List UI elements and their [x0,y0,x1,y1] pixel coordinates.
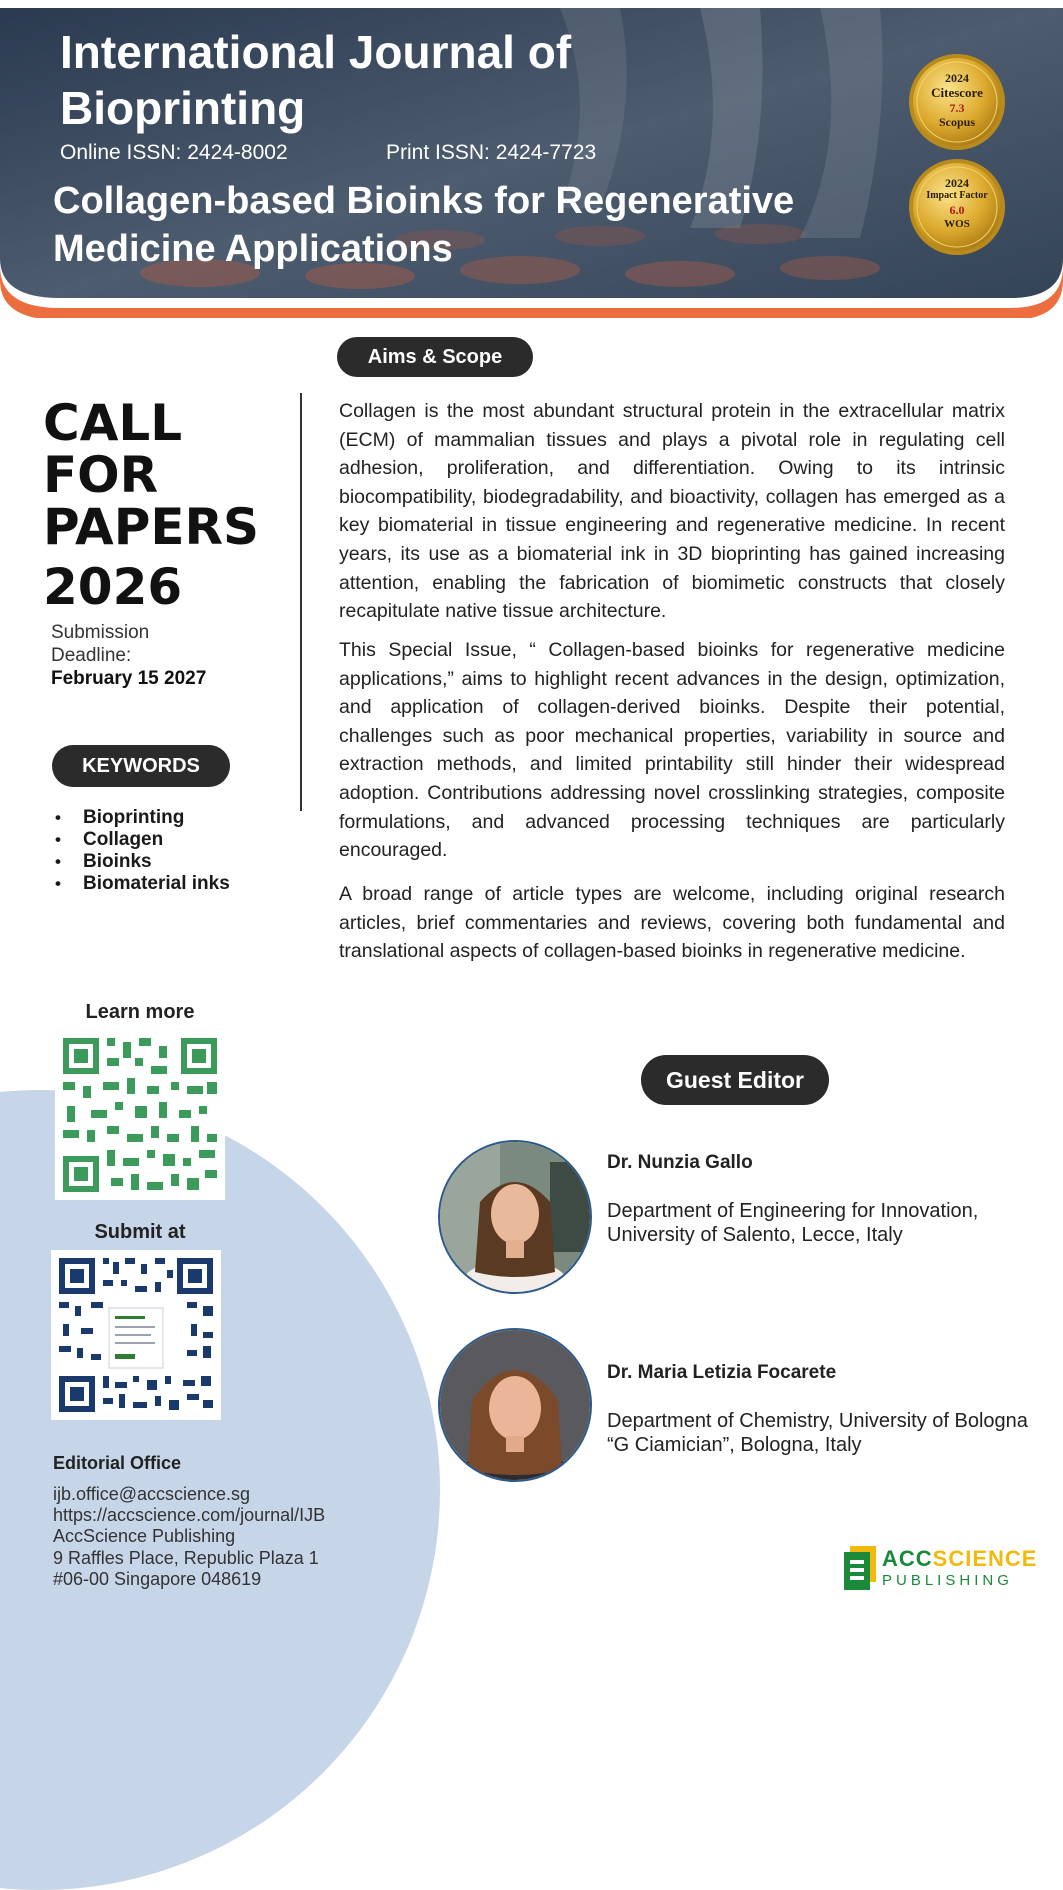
keyword-item: • Biomaterial inks [55,873,230,895]
office-url[interactable]: https://accscience.com/journal/IJB [53,1505,326,1525]
editor-photo-1 [438,1140,592,1294]
office-email[interactable]: ijb.office@accscience.sg [53,1484,251,1504]
keyword-item: • Collagen [55,829,230,851]
submit-at-label: Submit at [94,1221,186,1243]
guest-editor-label: Guest Editor [641,1055,829,1105]
submit-qr[interactable] [51,1250,221,1420]
office-address-1: 9 Raffles Place, Republic Plaza 1 [53,1548,319,1568]
header-banner [0,8,1063,318]
aims-paragraph-1: Collagen is the most abundant structural protein in the extracellular matrix (ECM) of mammalian tissues and plays a pivotal role in regulating cell adhesion, proliferation, and differentiation. Owing to its intrinsic biocompatibility, biodegradability, and bioactivity, collagen has emerged as a key biomaterial in tissue engineering and regenerative medicine. In recent years, its use as a biomaterial ink in 3D bioprinting has gained increasing attention, enabling the fabrication of biomimetic constructs that closely recapitulate native tissue architecture. [339,400,1005,623]
journal-title: International Journal of Bioprinting [60,26,572,134]
citescore-badge: 2024 Citescore 7.3 Scopus [908,53,1006,151]
issue-title: Collagen-based Bioinks for Regenerative Medicine Applications [53,180,795,270]
editor-name-1: Dr. Nunzia Gallo [607,1152,753,1173]
logo-subtitle: PUBLISHING [882,1572,1013,1589]
editor-photo-2 [438,1328,592,1482]
aims-scope-label: Aims & Scope [337,337,533,377]
qr-code-icon [55,1030,225,1200]
online-issn: Online ISSN: 2424-8002 [60,141,288,164]
person-portrait-icon [440,1142,590,1292]
keywords-label: KEYWORDS [52,745,230,787]
call-line-1: CALL [43,394,183,452]
person-portrait-icon [440,1330,590,1480]
editorial-office-title: Editorial Office [53,1453,182,1473]
editor-affil-2a: Department of Chemistry, University of Bologna [607,1410,1028,1432]
deadline-label-2: Deadline: [51,645,132,666]
keyword-item: • Bioprinting [55,807,230,829]
office-address-2: #06-00 Singapore 048619 [53,1569,262,1589]
accscience-logo-icon [844,1546,876,1592]
learn-more-label: Learn more [85,1001,195,1023]
accscience-logo [844,1546,876,1597]
deadline-date: February 15 2027 [51,668,207,689]
aims-paragraph-2: This Special Issue, “ Collagen-based bioinks for regenerative medicine applications,” aims to highlight recent advances in the design, optimization, and application of collagen-derived bioinks. Despite their potential, challenges such as poor mechanical properties, variability in source and extraction methods, and limited printability still hinder their widespread adoption. Contributions addressing novel crosslinking strategies, composite formulations, and advanced processing techniques are particularly encouraged. [339,639,1005,862]
learn-more-qr[interactable] [55,1030,225,1200]
keyword-item: • Bioinks [55,851,230,873]
keywords-list [55,807,230,895]
editor-affil-2b: “G Ciamician”, Bologna, Italy [607,1434,862,1456]
deadline-label-1: Submission [51,622,150,643]
column-divider [300,393,302,811]
office-publisher: AccScience Publishing [53,1526,236,1546]
editor-name-2: Dr. Maria Letizia Focarete [607,1362,837,1383]
call-year: 2026 [43,558,183,616]
editor-affil-1b: University of Salento, Lecce, Italy [607,1224,903,1246]
call-line-2: FOR [43,446,159,504]
qr-code-icon [51,1250,221,1420]
logo-name: ACCSCIENCE [882,1546,1038,1571]
print-issn: Print ISSN: 2424-7723 [386,141,597,164]
impact-factor-badge: 2024 Impact Factor 6.0 WOS [908,158,1006,256]
editor-affil-1a: Department of Engineering for Innovation, [607,1200,979,1222]
call-line-3: PAPERS [43,498,260,556]
aims-paragraph-3: A broad range of article types are welcome, including original research articles, brief commentaries and reviews, covering both fundamental and translational aspects of collagen-based bioinks in regenerative medicine. [339,883,1005,963]
